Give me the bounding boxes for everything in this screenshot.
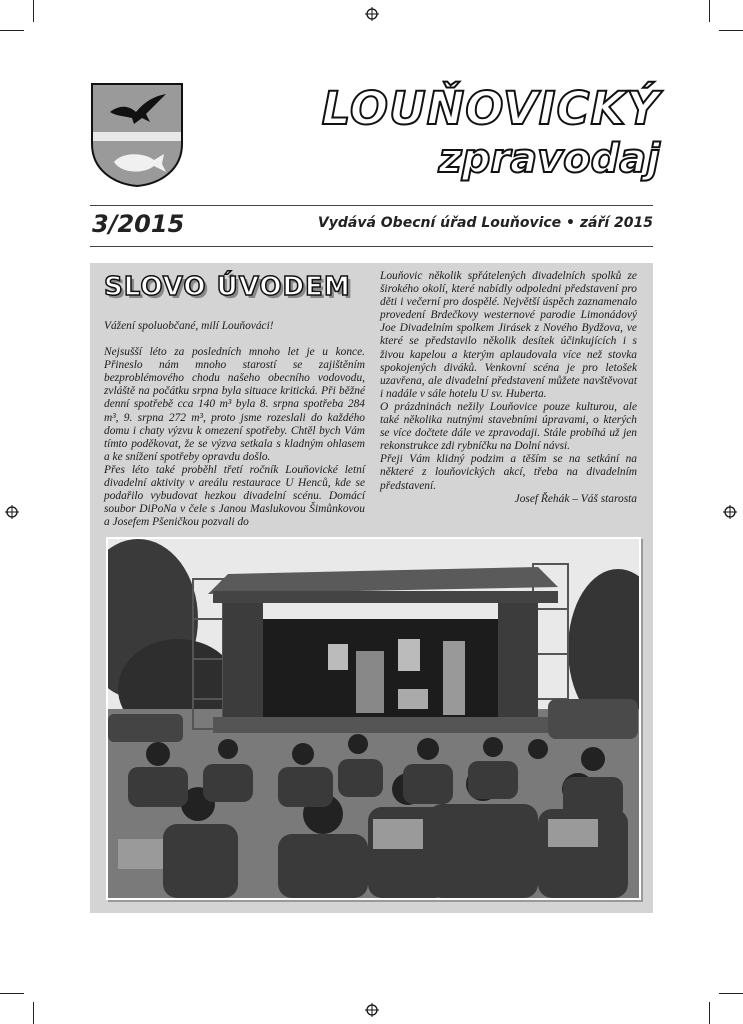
crop-mark	[709, 1002, 710, 1024]
article-column-2	[380, 270, 637, 506]
municipal-crest	[90, 82, 184, 188]
photo-illustration	[108, 539, 639, 898]
crop-mark	[719, 30, 743, 31]
crop-mark	[0, 993, 24, 994]
outdoor-theatre-photo	[106, 537, 641, 900]
paragraph: Louňovic několik spřátelených divadelních spolků ze širokého okolí, které nabídly odpoledni představení pro děti i večerní pro dospělé. Největší úspěch zaznamenalo provedení Brdečkovy westernové parodie Limonádový Joe Divadelním spolkem Jirásek z Nového Bydžova, ve které se představilo několik desítek účinkujících i s živou kapelou a kterým aplaudovala více než stovka spokojených diváků. Venkovní scéna je pro letošek uzavřena, ale divadelní představení můžete navštěvovat i nadále v sále hotelu U sv. Huberta.	[380, 270, 637, 400]
greeting: Vážení spoluobčané, milí Louňováci!	[104, 320, 274, 332]
paragraph: Přeji Vám klidný podzim a těším se na setkání na některé z louňovických akcí, třeba na divadelním představení.	[380, 453, 637, 492]
publisher-line: Vydává Obecní úřad Louňovice • září 2015	[317, 215, 653, 231]
registration-mark-icon	[365, 7, 379, 21]
paragraph: Nejsušší léto za posledních mnoho let je u konce. Přineslo nám mnoho starostí se zajištěním bezproblémového chodu našeho obecního vodovodu, zvláště na počátku srpna byla situace kritická. Při běžné denní spotřebě cca 140 m³ byla 8. srpna spotřeba 284 m³, 9. srpna 272 m³, proto jsme rozeslali do každého domu i chaty výzvu k omezení spotřeby. Chtěl bych Vám tímto poděkovat, že se výzva setkala s kladným ohlasem a ke snížení spotřeby opravdu došlo.	[104, 346, 365, 463]
newsletter-subtitle: zpravodaj	[438, 136, 660, 182]
paragraph: Přes léto také proběhl třetí ročník Louňovické letní divadelní aktivity v areálu restaurace U Henců, kde se podařilo vybudovat hezkou divadelní scénu. Domácí soubor DiPoNa v čele s Janou Maslukovou Šimůnkovou a Josefem Pšeničkou pozvali do	[104, 463, 365, 529]
signature: Josef Řehák – Váš starosta	[514, 492, 637, 505]
crop-mark	[33, 0, 34, 22]
registration-mark-icon	[5, 505, 19, 519]
issue-number: 3/2015	[92, 210, 185, 238]
crop-mark	[719, 993, 743, 994]
newsletter-title: LOUŇOVICKÝ	[321, 82, 660, 135]
divider	[90, 205, 653, 206]
crop-mark	[709, 0, 710, 22]
crop-mark	[0, 30, 24, 31]
article-heading: SLOVO ÚVODEM	[104, 272, 351, 302]
article-column-1	[104, 320, 365, 529]
registration-mark-icon	[365, 1003, 379, 1017]
paragraph: O prázdninách nežily Louňovice pouze kulturou, ale také několika nutnými stavebními úpravami, o kterých se více dočtete dále ve zpravodaji. Stále probíhá už jen rekonstrukce zdi rybníčku na Dolní návsi.	[380, 400, 637, 453]
registration-mark-icon	[723, 505, 737, 519]
divider	[90, 246, 653, 247]
crop-mark	[33, 1002, 34, 1024]
